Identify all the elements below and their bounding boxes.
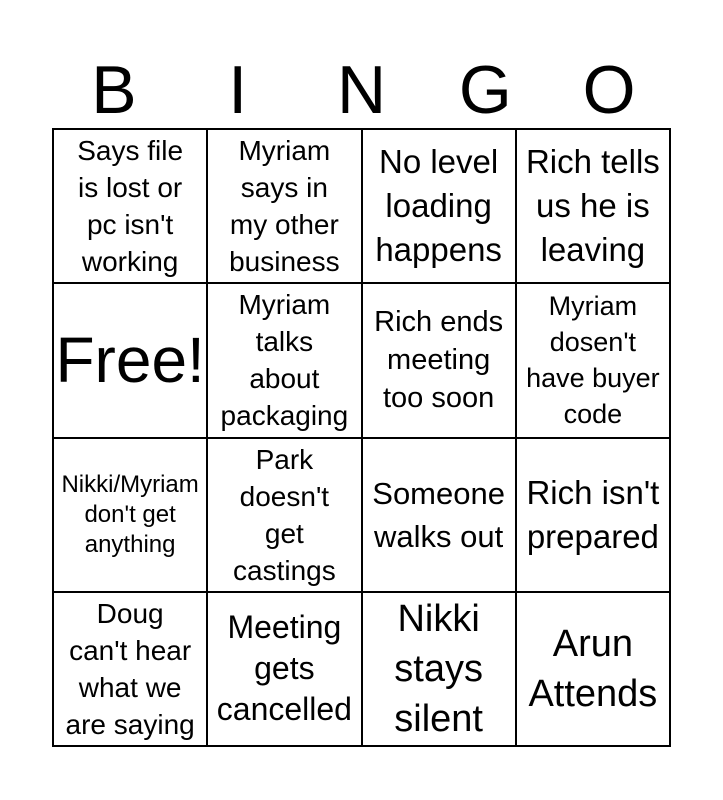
bingo-cell[interactable] (207, 283, 361, 437)
bingo-cell[interactable] (362, 592, 516, 746)
bingo-cell[interactable] (53, 129, 207, 283)
bingo-cell[interactable] (207, 438, 361, 592)
bingo-cell-free[interactable] (53, 283, 207, 437)
bingo-cell[interactable] (516, 283, 670, 437)
header-letter-b: B (91, 52, 137, 128)
bingo-cell[interactable] (207, 129, 361, 283)
bingo-cell[interactable] (207, 592, 361, 746)
cell-text: Myriam dosen't have buyer code (526, 291, 660, 430)
cell-text: Nikki/Myriam don't get anything (61, 470, 199, 558)
header-letter-i: I (228, 52, 248, 128)
cell-text: Myriam talks about packaging (220, 289, 349, 432)
header-letter-n: N (336, 52, 387, 128)
bingo-cell[interactable] (53, 592, 207, 746)
bingo-cell[interactable] (362, 283, 516, 437)
header-letter-g: G (458, 52, 512, 128)
header-letter-o: O (582, 52, 636, 128)
cell-text: Someone walks out (372, 475, 505, 554)
bingo-cell[interactable] (362, 438, 516, 592)
cell-text: Rich tells us he is leaving (525, 143, 660, 269)
bingo-board (52, 128, 671, 747)
bingo-cell[interactable] (53, 438, 207, 592)
cell-text: Myriam says in my other business (229, 135, 340, 278)
cell-text: Doug can't hear what we are saying (65, 597, 195, 740)
cell-text: Rich ends meeting too soon (374, 306, 504, 415)
bingo-cell[interactable] (516, 592, 670, 746)
cell-text: Park doesn't get castings (233, 443, 336, 586)
bingo-cell[interactable] (516, 438, 670, 592)
cell-text: Says file is lost or pc isn't working (77, 135, 184, 278)
cell-text: Free! (55, 324, 205, 397)
cell-text: No level loading happens (375, 143, 502, 269)
bingo-header (52, 52, 671, 128)
bingo-cell[interactable] (516, 129, 670, 283)
cell-text: Nikki stays silent (394, 597, 483, 740)
bingo-cell[interactable] (362, 129, 516, 283)
cell-text: Rich isn't prepared (526, 473, 660, 555)
cell-text: Arun Attends (528, 622, 658, 715)
cell-text: Meeting gets cancelled (216, 609, 352, 728)
